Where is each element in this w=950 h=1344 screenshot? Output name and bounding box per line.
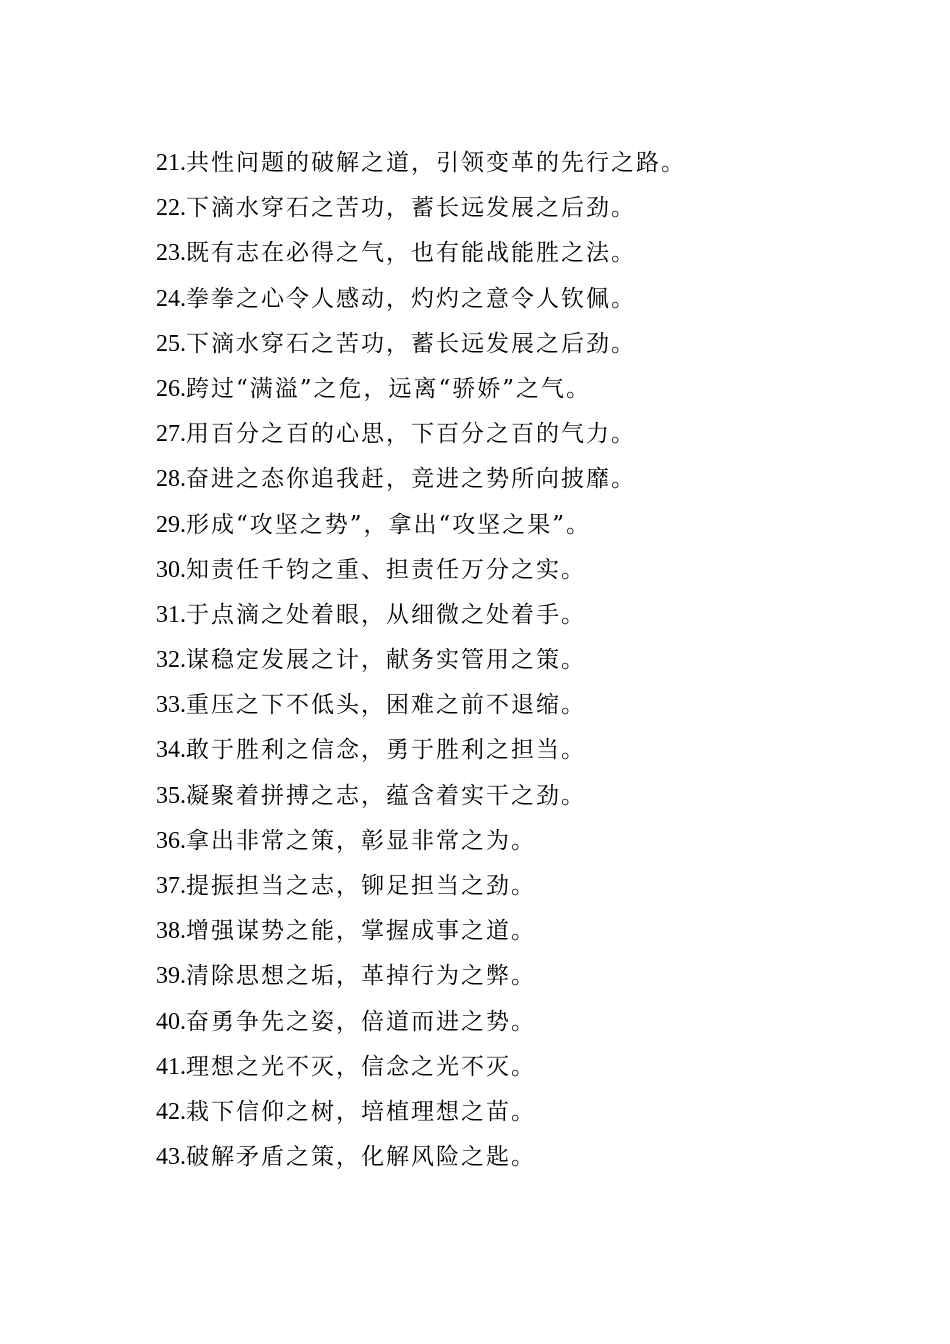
- list-item: [156, 683, 856, 728]
- item-number: 33.: [156, 692, 186, 719]
- list-item: [156, 954, 856, 999]
- list-item: [156, 819, 856, 864]
- list-item: [156, 141, 856, 186]
- list-item: [156, 774, 856, 819]
- list-item: [156, 638, 856, 683]
- item-text: 于点滴之处着眼，从细微之处着手。: [186, 601, 586, 628]
- item-text: 栽下信仰之树，培植理想之苗。: [186, 1098, 536, 1125]
- list-item: [156, 412, 856, 457]
- item-number: 27.: [156, 421, 186, 448]
- item-number: 34.: [156, 737, 186, 764]
- item-number: 31.: [156, 601, 186, 628]
- item-text: 谋稳定发展之计，献务实管用之策。: [186, 647, 586, 674]
- item-text: 奋勇争先之姿，倍道而进之势。: [186, 1008, 536, 1035]
- list-item: [156, 231, 856, 276]
- item-text: 既有志在必得之气，也有能战能胜之法。: [186, 240, 636, 267]
- item-text: 下滴水穿石之苦功，蓄长远发展之后劲。: [186, 195, 636, 222]
- phrase-list: [156, 141, 856, 1180]
- item-number: 28.: [156, 466, 186, 493]
- item-text: 用百分之百的心思，下百分之百的气力。: [186, 421, 636, 448]
- item-number: 35.: [156, 782, 186, 809]
- list-item: [156, 503, 856, 548]
- list-item: [156, 322, 856, 367]
- list-item: [156, 1045, 856, 1090]
- item-text: 提振担当之志，铆足担当之劲。: [186, 873, 536, 899]
- item-number: 43.: [156, 1144, 186, 1171]
- item-number: 30.: [156, 556, 186, 583]
- list-item: [156, 1000, 856, 1045]
- item-number: 29.: [156, 511, 186, 538]
- item-text: 重压之下不低头，困难之前不退缩。: [186, 692, 586, 719]
- item-number: 38.: [156, 918, 186, 945]
- item-text: 知责任千钧之重、担责任万分之实。: [186, 556, 586, 583]
- list-item: [156, 909, 856, 954]
- item-text: 形成“攻坚之势”，拿出“攻坚之果”。: [186, 511, 592, 538]
- item-number: 41.: [156, 1053, 186, 1080]
- item-number: 36.: [156, 827, 186, 854]
- list-item: [156, 277, 856, 322]
- item-number: 21.: [156, 150, 186, 176]
- item-number: 24.: [156, 285, 186, 312]
- item-number: 26.: [156, 375, 186, 402]
- list-item: [156, 457, 856, 502]
- list-item: [156, 548, 856, 593]
- item-text: 增强谋势之能，掌握成事之道。: [186, 918, 536, 945]
- list-item: [156, 1090, 856, 1135]
- item-text: 拳拳之心令人感动，灼灼之意令人钦佩。: [186, 285, 636, 312]
- item-number: 23.: [156, 240, 186, 267]
- item-text: 共性问题的破解之道，引领变革的先行之路。: [186, 150, 686, 176]
- item-text: 理想之光不灭，信念之光不灭。: [186, 1053, 536, 1080]
- list-item: [156, 864, 856, 909]
- list-item: [156, 186, 856, 231]
- item-number: 40.: [156, 1008, 186, 1035]
- item-number: 37.: [156, 873, 186, 899]
- item-text: 跨过“满溢”之危，远离“骄娇”之气。: [186, 375, 592, 402]
- item-number: 25.: [156, 330, 186, 357]
- list-item: [156, 367, 856, 412]
- item-number: 39.: [156, 963, 186, 990]
- item-text: 清除思想之垢，革掉行为之弊。: [186, 963, 536, 990]
- item-number: 32.: [156, 647, 186, 674]
- item-text: 敢于胜利之信念，勇于胜利之担当。: [186, 737, 586, 764]
- list-item: [156, 1135, 856, 1180]
- item-text: 凝聚着拼搏之志，蕴含着实干之劲。: [186, 782, 586, 809]
- item-number: 22.: [156, 195, 186, 222]
- item-text: 下滴水穿石之苦功，蓄长远发展之后劲。: [186, 330, 636, 357]
- item-text: 破解矛盾之策，化解风险之匙。: [186, 1144, 536, 1171]
- item-text: 拿出非常之策，彰显非常之为。: [186, 827, 536, 854]
- list-item: [156, 728, 856, 773]
- item-text: 奋进之态你追我赶，竞进之势所向披靡。: [186, 466, 636, 493]
- item-number: 42.: [156, 1098, 186, 1125]
- list-item: [156, 593, 856, 638]
